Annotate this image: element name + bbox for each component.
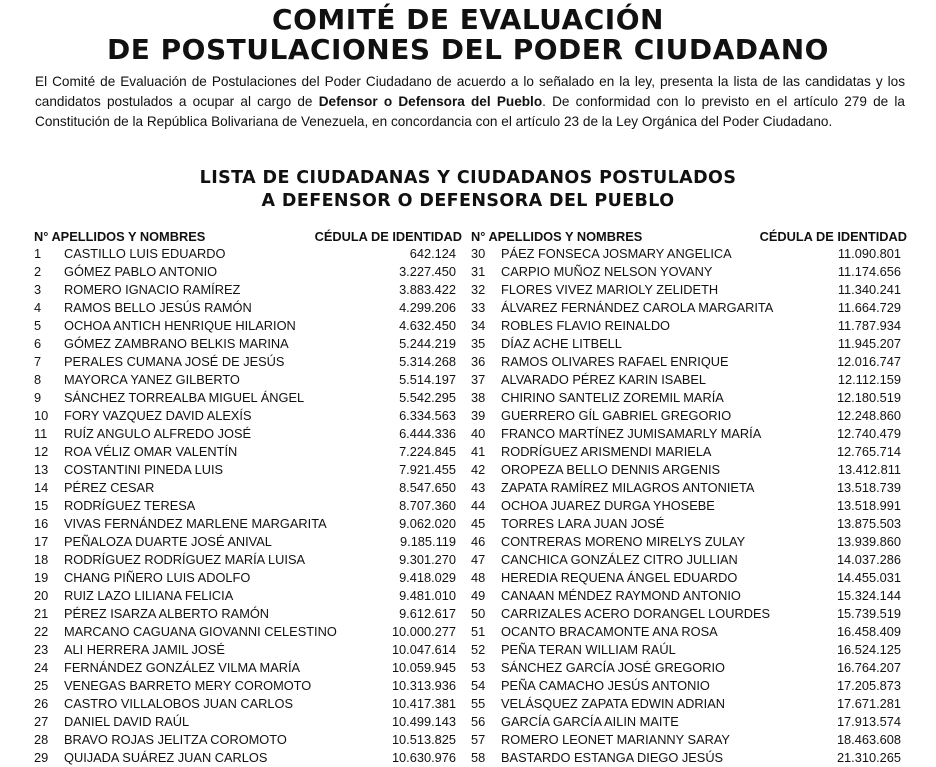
candidate-id-number: 12.740.479 — [836, 426, 901, 441]
candidate-row — [34, 587, 462, 605]
candidate-id-number: 5.542.295 — [399, 390, 456, 405]
candidate-id-number: 18.463.608 — [836, 732, 901, 747]
candidate-name: MAYORCA YANEZ GILBERTO — [64, 372, 240, 387]
candidate-number: 51 — [471, 624, 486, 639]
candidate-name: COSTANTINI PINEDA LUIS — [64, 462, 224, 477]
candidate-id-number: 13.412.811 — [837, 462, 901, 477]
candidate-number: 32 — [471, 282, 486, 297]
candidate-number: 13 — [34, 462, 49, 477]
candidate-id-number: 642.124 — [409, 246, 456, 261]
candidate-name: ROBLES FLAVIO REINALDO — [501, 318, 671, 333]
candidate-id-number: 11.945.207 — [837, 336, 901, 351]
candidate-id-number: 16.764.207 — [836, 660, 901, 675]
candidate-name: CASTRO VILLALOBOS JUAN CARLOS — [64, 696, 293, 711]
candidate-id-number: 14.455.031 — [836, 570, 901, 585]
candidate-name: CONTRERAS MORENO MIRELYS ZULAY — [501, 534, 746, 549]
candidate-number: 9 — [34, 390, 42, 405]
candidate-name: QUIJADA SUÁREZ JUAN CARLOS — [64, 750, 268, 765]
candidate-row — [471, 551, 907, 569]
candidate-id-number: 13.875.503 — [836, 516, 901, 531]
candidate-number: 36 — [471, 354, 486, 369]
candidate-number: 55 — [471, 696, 486, 711]
candidate-number: 6 — [34, 336, 42, 351]
candidate-row — [471, 695, 907, 713]
candidate-name: CHIRINO SANTELIZ ZOREMIL MARÍA — [501, 390, 724, 405]
candidate-number: 46 — [471, 534, 486, 549]
candidate-number: 2 — [34, 264, 42, 279]
candidate-row — [34, 641, 462, 659]
list-title-line-2: A DEFENSOR O DEFENSORA DEL PUEBLO — [261, 191, 675, 211]
candidate-row — [34, 731, 462, 749]
candidate-number: 3 — [34, 282, 42, 297]
candidate-id-number: 15.324.144 — [836, 588, 901, 603]
candidate-number: 47 — [471, 552, 486, 567]
candidate-id-number: 3.227.450 — [399, 264, 456, 279]
candidate-name: OCHOA ANTICH HENRIQUE HILARION — [64, 318, 296, 333]
candidate-number: 42 — [471, 462, 486, 477]
candidate-name: ROMERO LEONET MARIANNY SARAY — [501, 732, 730, 747]
candidate-row — [34, 623, 462, 641]
candidate-row — [34, 605, 462, 623]
candidate-row — [471, 569, 907, 587]
candidate-number: 24 — [34, 660, 49, 675]
candidates-column-left — [34, 227, 462, 767]
candidate-row — [471, 749, 907, 767]
candidate-name: VIVAS FERNÁNDEZ MARLENE MARGARITA — [64, 516, 327, 531]
candidate-id-number: 12.016.747 — [836, 354, 901, 369]
candidate-id-number: 4.632.450 — [399, 318, 456, 333]
candidate-row — [471, 677, 907, 695]
candidate-name: RAMOS BELLO JESÚS RAMÓN — [64, 300, 252, 315]
candidate-name: CHANG PIÑERO LUIS ADOLFO — [64, 570, 251, 585]
candidate-name: RUÍZ ANGULO ALFREDO JOSÉ — [64, 426, 252, 441]
candidate-number: 41 — [471, 444, 486, 459]
candidate-name: PÉREZ CESAR — [64, 480, 155, 495]
candidate-row — [34, 353, 462, 371]
candidate-id-number: 10.059.945 — [391, 660, 456, 675]
candidate-number: 22 — [34, 624, 49, 639]
candidate-name: GARCÍA GARCÍA AILIN MAITE — [501, 714, 679, 729]
candidate-row — [34, 335, 462, 353]
candidate-name: GUERRERO GÍL GABRIEL GREGORIO — [501, 408, 732, 423]
candidate-name: ZAPATA RAMÍREZ MILAGROS ANTONIETA — [501, 480, 755, 495]
candidate-name: RAMOS OLIVARES RAFAEL ENRIQUE — [501, 354, 729, 369]
candidate-name: PEÑA TERAN WILLIAM RAÚL — [501, 642, 676, 657]
candidate-name: FRANCO MARTÍNEZ JUMISAMARLY MARÍA — [501, 426, 762, 441]
candidate-row — [471, 641, 907, 659]
candidate-id-number: 5.514.197 — [399, 372, 456, 387]
intro-text-bold: Defensor o Defensora del Pueblo — [318, 93, 543, 109]
candidate-id-number: 11.340.241 — [837, 282, 901, 297]
candidate-row — [471, 461, 907, 479]
candidate-row — [471, 515, 907, 533]
candidate-number: 58 — [471, 750, 486, 765]
candidate-row — [34, 461, 462, 479]
candidate-name: CARPIO MUÑOZ NELSON YOVANY — [501, 264, 713, 279]
candidate-number: 54 — [471, 678, 486, 693]
id-column-header: CÉDULA DE IDENTIDAD — [759, 229, 907, 244]
candidate-row — [471, 353, 907, 371]
candidate-name: ROA VÉLIZ OMAR VALENTÍN — [64, 444, 238, 459]
list-title-line-1: LISTA DE CIUDADANAS Y CIUDADANOS POSTULADOS — [199, 168, 737, 188]
candidate-row — [34, 569, 462, 587]
candidate-number: 29 — [34, 750, 49, 765]
candidate-name: GÓMEZ ZAMBRANO BELKIS MARINA — [64, 336, 289, 351]
candidate-row — [471, 389, 907, 407]
candidate-row — [34, 443, 462, 461]
candidate-row — [34, 263, 462, 281]
candidate-row — [34, 551, 462, 569]
candidate-number: 27 — [34, 714, 49, 729]
candidate-number: 21 — [34, 606, 49, 621]
candidate-number: 25 — [34, 678, 49, 693]
candidate-id-number: 12.765.714 — [836, 444, 901, 459]
candidate-number: 8 — [34, 372, 42, 387]
candidate-row — [34, 245, 462, 263]
candidate-name: RODRÍGUEZ ARISMENDI MARIELA — [501, 444, 712, 459]
candidate-number: 52 — [471, 642, 486, 657]
candidate-id-number: 7.224.845 — [399, 444, 456, 459]
candidate-row — [34, 317, 462, 335]
candidate-name: OROPEZA BELLO DENNIS ARGENIS — [501, 462, 721, 477]
candidate-id-number: 6.334.563 — [399, 408, 456, 423]
candidate-name: SÁNCHEZ GARCÍA JOSÉ GREGORIO — [501, 660, 725, 675]
candidate-id-number: 17.205.873 — [836, 678, 901, 693]
candidate-id-number: 13.518.739 — [836, 480, 901, 495]
candidate-row — [34, 695, 462, 713]
candidate-id-number: 17.913.574 — [836, 714, 901, 729]
candidate-row — [471, 731, 907, 749]
candidate-id-number: 10.417.381 — [391, 696, 456, 711]
candidate-name: VENEGAS BARRETO MERY COROMOTO — [64, 678, 312, 693]
candidate-id-number: 12.112.159 — [837, 372, 901, 387]
candidate-row — [34, 713, 462, 731]
candidate-row — [34, 389, 462, 407]
candidate-number: 38 — [471, 390, 486, 405]
candidate-row — [471, 659, 907, 677]
candidate-name: DANIEL DAVID RAÚL — [64, 714, 190, 729]
candidate-row — [471, 317, 907, 335]
candidate-number: 53 — [471, 660, 486, 675]
intro-paragraph — [35, 72, 905, 131]
candidate-number: 11 — [34, 426, 48, 441]
candidate-id-number: 9.301.270 — [399, 552, 456, 567]
candidate-number: 19 — [34, 570, 49, 585]
candidate-row — [471, 263, 907, 281]
names-column-header: N° APELLIDOS Y NOMBRES — [471, 229, 643, 244]
candidate-row — [471, 533, 907, 551]
candidate-id-number: 6.444.336 — [399, 426, 456, 441]
candidate-row — [34, 533, 462, 551]
intro-text-part-1: El Comité de Evaluación de Postulaciones del Poder Ciudadano de acuerdo a lo señalado en la ley, presenta la lista de las candidatas y los candidatos postulados a ocupar al cargo de — [35, 74, 905, 109]
candidate-name: SÁNCHEZ TORREALBA MIGUEL ÁNGEL — [64, 390, 305, 405]
candidate-name: PÉREZ ISARZA ALBERTO RAMÓN — [64, 606, 270, 621]
candidate-id-number: 10.047.614 — [391, 642, 456, 657]
candidate-number: 34 — [471, 318, 486, 333]
candidate-number: 1 — [34, 246, 42, 261]
candidate-id-number: 9.418.029 — [399, 570, 456, 585]
candidate-name: OCHOA JUAREZ DURGA YHOSEBE — [501, 498, 715, 513]
candidate-row — [471, 281, 907, 299]
candidate-id-number: 10.513.825 — [391, 732, 456, 747]
document-title-line-2: DE POSTULACIONES DEL PODER CIUDADANO — [107, 33, 829, 66]
candidate-id-number: 9.185.119 — [400, 534, 456, 549]
candidate-id-number: 11.174.656 — [837, 264, 901, 279]
candidate-number: 7 — [34, 354, 42, 369]
candidate-id-number: 5.244.219 — [399, 336, 456, 351]
candidate-row — [471, 407, 907, 425]
candidate-number: 30 — [471, 246, 486, 261]
candidate-row — [34, 281, 462, 299]
candidate-number: 45 — [471, 516, 486, 531]
candidate-number: 20 — [34, 588, 49, 603]
candidate-row — [471, 443, 907, 461]
candidate-id-number: 9.481.010 — [399, 588, 456, 603]
candidate-id-number: 11.090.801 — [837, 246, 901, 261]
candidate-id-number: 8.547.650 — [399, 480, 456, 495]
candidate-row — [34, 749, 462, 767]
candidate-id-number: 4.299.206 — [399, 300, 456, 315]
candidate-number: 15 — [34, 498, 49, 513]
candidate-number: 28 — [34, 732, 49, 747]
candidate-number: 33 — [471, 300, 486, 315]
candidate-id-number: 5.314.268 — [399, 354, 456, 369]
candidate-number: 12 — [34, 444, 49, 459]
candidate-number: 17 — [34, 534, 49, 549]
candidate-name: PEÑALOZA DUARTE JOSÉ ANIVAL — [64, 534, 272, 549]
candidate-id-number: 17.671.281 — [836, 696, 901, 711]
document-title-line-1: COMITÉ DE EVALUACIÓN — [272, 3, 664, 36]
candidate-number: 16 — [34, 516, 49, 531]
candidate-name: ALVARADO PÉREZ KARIN ISABEL — [501, 372, 707, 387]
candidate-name: RODRÍGUEZ RODRÍGUEZ MARÍA LUISA — [64, 552, 306, 567]
candidate-name: ROMERO IGNACIO RAMÍREZ — [64, 282, 241, 297]
candidate-row — [471, 713, 907, 731]
candidate-name: OCANTO BRACAMONTE ANA ROSA — [501, 624, 718, 639]
candidate-row — [471, 245, 907, 263]
candidate-id-number: 10.313.936 — [391, 678, 456, 693]
candidate-row — [34, 371, 462, 389]
candidate-name: DÍAZ ACHE LITBELL — [501, 336, 622, 351]
candidate-row — [34, 515, 462, 533]
candidate-row — [471, 623, 907, 641]
candidate-name: TORRES LARA JUAN JOSÉ — [501, 516, 665, 531]
candidate-name: PEÑA CAMACHO JESÚS ANTONIO — [501, 678, 710, 693]
intro-text-part-2: . De conformidad con lo previsto en el artículo 279 de la Constitución de la República Bolivariana de Venezuela, en concordancia con el artículo 23 de la Ley Orgánica del Poder Ciudadano. — [35, 93, 905, 129]
candidate-id-number: 9.062.020 — [399, 516, 456, 531]
candidate-row — [34, 677, 462, 695]
candidate-id-number: 12.180.519 — [836, 390, 901, 405]
candidate-number: 18 — [34, 552, 49, 567]
candidate-id-number: 11.787.934 — [837, 318, 901, 333]
column-header — [471, 227, 907, 245]
candidate-number: 39 — [471, 408, 486, 423]
candidate-name: RODRÍGUEZ TERESA — [64, 498, 196, 513]
candidate-row — [471, 587, 907, 605]
candidate-number: 37 — [471, 372, 486, 387]
candidate-number: 31 — [471, 264, 486, 279]
candidate-number: 44 — [471, 498, 486, 513]
candidate-row — [34, 497, 462, 515]
candidate-id-number: 14.037.286 — [836, 552, 901, 567]
names-column-header: N° APELLIDOS Y NOMBRES — [34, 229, 206, 244]
candidate-rows-right — [471, 245, 907, 767]
candidate-name: BRAVO ROJAS JELITZA COROMOTO — [64, 732, 287, 747]
candidate-id-number: 7.921.455 — [399, 462, 456, 477]
candidate-number: 43 — [471, 480, 486, 495]
candidate-id-number: 10.499.143 — [391, 714, 456, 729]
candidate-name: CANCHICA GONZÁLEZ CITRO JULLIAN — [501, 552, 738, 567]
candidate-name: RUIZ LAZO LILIANA FELICIA — [64, 588, 234, 603]
candidate-row — [471, 299, 907, 317]
candidate-number: 23 — [34, 642, 49, 657]
candidate-row — [471, 335, 907, 353]
candidate-number: 26 — [34, 696, 49, 711]
candidate-number: 48 — [471, 570, 486, 585]
candidate-name: VELÁSQUEZ ZAPATA EDWIN ADRIAN — [501, 696, 725, 711]
candidate-number: 10 — [34, 408, 49, 423]
candidates-column-right — [471, 227, 907, 767]
candidate-id-number: 21.310.265 — [836, 750, 901, 765]
candidate-id-number: 11.664.729 — [837, 300, 901, 315]
candidate-number: 57 — [471, 732, 486, 747]
candidate-row — [471, 605, 907, 623]
candidate-id-number: 8.707.360 — [399, 498, 456, 513]
candidate-id-number: 10.000.277 — [391, 624, 456, 639]
candidate-id-number: 13.518.991 — [836, 498, 901, 513]
candidate-name: GÓMEZ PABLO ANTONIO — [64, 264, 218, 279]
candidate-row — [34, 299, 462, 317]
candidate-name: FORY VAZQUEZ DAVID ALEXÍS — [64, 408, 252, 423]
candidate-number: 5 — [34, 318, 42, 333]
candidate-name: MARCANO CAGUANA GIOVANNI CELESTINO — [64, 624, 337, 639]
candidate-name: ÁLVAREZ FERNÁNDEZ CAROLA MARGARITA — [501, 300, 774, 315]
candidate-name: HEREDIA REQUENA ÁNGEL EDUARDO — [501, 570, 738, 585]
candidate-row — [471, 497, 907, 515]
candidate-id-number: 16.458.409 — [836, 624, 901, 639]
candidate-name: CANAAN MÉNDEZ RAYMOND ANTONIO — [501, 588, 741, 603]
candidate-name: CASTILLO LUIS EDUARDO — [64, 246, 226, 261]
candidate-name: PÁEZ FONSECA JOSMARY ANGELICA — [501, 246, 732, 261]
candidate-name: PERALES CUMANA JOSÉ DE JESÚS — [64, 354, 285, 369]
candidate-id-number: 13.939.860 — [836, 534, 901, 549]
candidate-row — [34, 659, 462, 677]
candidate-number: 49 — [471, 588, 486, 603]
candidate-row — [471, 371, 907, 389]
candidate-name: BASTARDO ESTANGA DIEGO JESÚS — [501, 750, 724, 765]
candidate-name: ALI HERRERA JAMIL JOSÉ — [64, 642, 225, 657]
candidate-number: 14 — [34, 480, 49, 495]
candidate-id-number: 16.524.125 — [836, 642, 901, 657]
candidate-id-number: 9.612.617 — [399, 606, 456, 621]
candidate-rows-left — [34, 245, 462, 767]
candidate-row — [471, 425, 907, 443]
candidate-id-number: 15.739.519 — [836, 606, 901, 621]
candidate-number: 35 — [471, 336, 486, 351]
candidate-row — [34, 479, 462, 497]
candidate-name: FLORES VIVEZ MARIOLY ZELIDETH — [501, 282, 719, 297]
candidate-number: 40 — [471, 426, 486, 441]
candidate-number: 50 — [471, 606, 486, 621]
candidate-id-number: 12.248.860 — [836, 408, 901, 423]
column-header — [34, 227, 462, 245]
candidate-row — [471, 479, 907, 497]
candidate-number: 56 — [471, 714, 486, 729]
candidate-number: 4 — [34, 300, 42, 315]
candidate-row — [34, 425, 462, 443]
candidate-row — [34, 407, 462, 425]
candidate-name: FERNÁNDEZ GONZÁLEZ VILMA MARÍA — [64, 660, 301, 675]
candidate-name: CARRIZALES ACERO DORANGEL LOURDES — [501, 606, 771, 621]
candidate-id-number: 3.883.422 — [399, 282, 456, 297]
candidate-id-number: 10.630.976 — [391, 750, 456, 765]
id-column-header: CÉDULA DE IDENTIDAD — [314, 229, 462, 244]
